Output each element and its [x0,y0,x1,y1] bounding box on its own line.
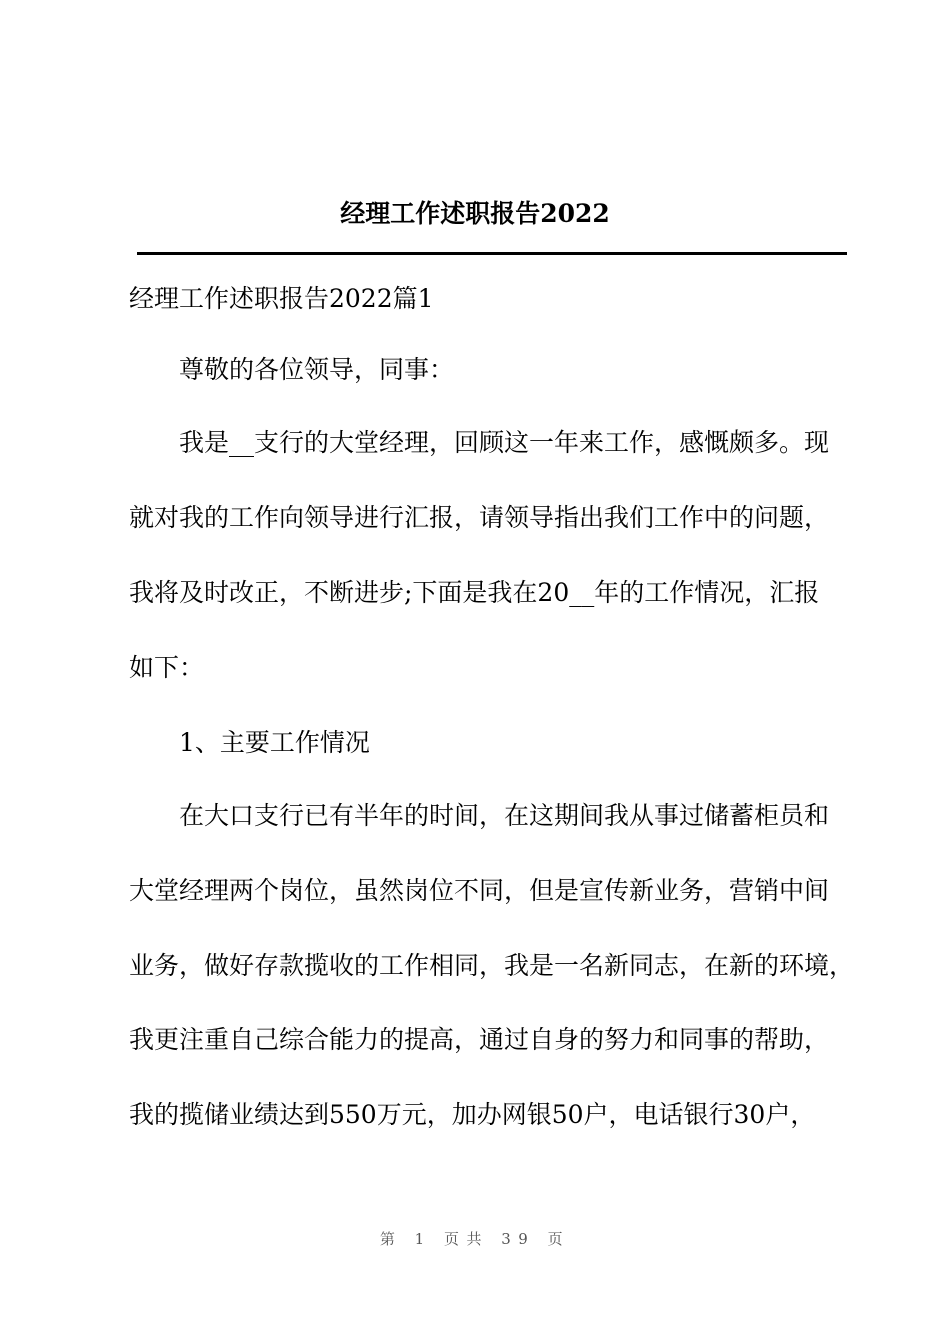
paragraph-line: 在大口支行已有半年的时间，在这期间我从事过储蓄柜员和 [179,801,830,830]
document-title: 经理工作述职报告2022 [340,199,610,228]
paragraph-line: 我是__支行的大堂经理，回顾这一年来工作，感慨颇多。现 [179,428,830,457]
paragraph-line: 我更注重自己综合能力的提高，通过自身的努力和同事的帮助， [129,1025,830,1054]
paragraph-line: 如下： [129,653,205,682]
title-divider [137,252,847,255]
paragraph-line: 就对我的工作向领导进行汇报，请领导指出我们工作中的问题， [129,503,830,532]
paragraph-line: 我将及时改正，不断进步;下面是我在20__年的工作情况，汇报 [129,578,820,607]
paragraph-line: 业务，做好存款揽收的工作相同，我是一名新同志，在新的环境， [129,951,855,980]
greeting-line: 尊敬的各位领导，同事： [179,355,455,384]
subheading: 1、主要工作情况 [179,728,370,757]
section-heading: 经理工作述职报告2022篇1 [129,284,434,313]
paragraph-line: 大堂经理两个岗位，虽然岗位不同，但是宣传新业务，营销中间 [129,876,830,905]
paragraph-line: 我的揽储业绩达到550万元，加办网银50户，电话银行30户， [129,1100,816,1129]
page-number-footer: 第 1 页共 39 页 [379,1230,571,1248]
